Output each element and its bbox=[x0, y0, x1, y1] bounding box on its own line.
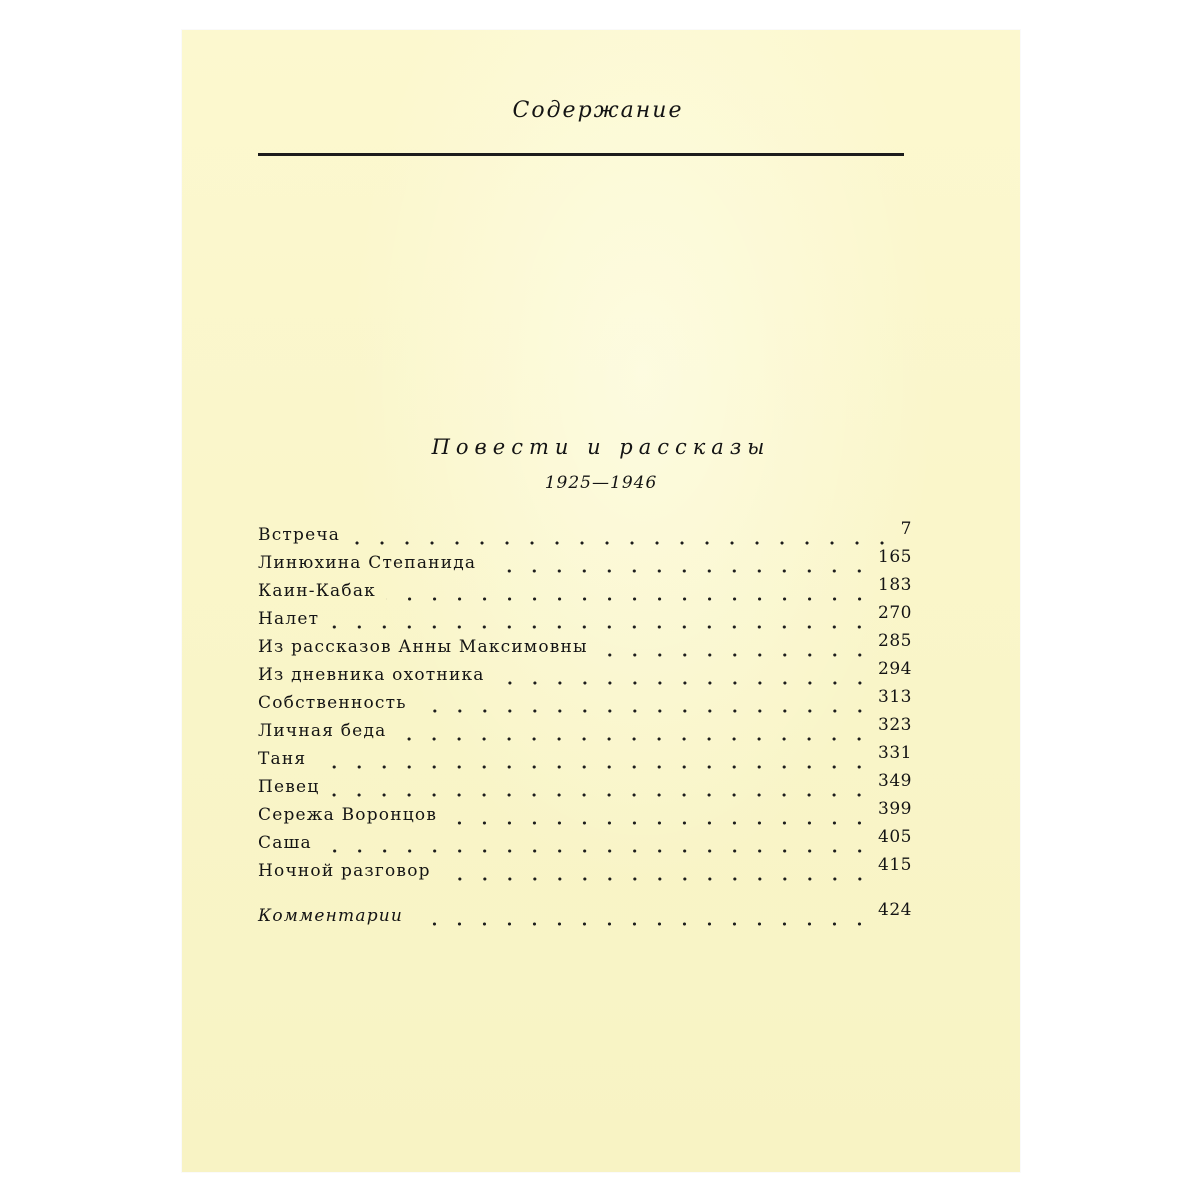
toc-entry-page: 313 bbox=[878, 687, 912, 707]
table-of-contents bbox=[258, 517, 912, 881]
toc-entry-title: Линюхина Степанида bbox=[258, 553, 477, 573]
toc-entry bbox=[258, 629, 912, 657]
toc-entry-title: Саша bbox=[258, 833, 312, 853]
toc-entry-page: 183 bbox=[878, 575, 912, 595]
toc-entry-page: 294 bbox=[878, 659, 912, 679]
toc-entry-title: Собственность bbox=[258, 693, 407, 713]
toc-entry-title: Налет bbox=[258, 609, 320, 629]
toc-leader-dots bbox=[413, 906, 872, 926]
header-rule bbox=[258, 153, 904, 156]
section-title: Повести и рассказы bbox=[431, 435, 771, 459]
toc-entry-title: Таня bbox=[258, 749, 307, 769]
toc-comments-entry bbox=[258, 898, 912, 926]
toc-entry-page: 331 bbox=[878, 743, 912, 763]
toc-entry bbox=[258, 601, 912, 629]
toc-leader-dots bbox=[329, 609, 872, 629]
toc-entry bbox=[258, 685, 912, 713]
toc-entry-title: Встреча bbox=[258, 525, 341, 545]
toc-leader-dots bbox=[396, 721, 872, 741]
toc-entry-title: Из дневника охотника bbox=[258, 665, 485, 685]
toc-leader-dots bbox=[598, 637, 872, 657]
running-head-text: Содержание bbox=[512, 98, 684, 123]
toc-comments-title: Комментарии bbox=[258, 906, 404, 926]
toc-leader-dots bbox=[329, 777, 872, 797]
toc-entry bbox=[258, 517, 912, 545]
toc-leader-dots bbox=[322, 833, 872, 853]
toc-entry-page: 270 bbox=[878, 603, 912, 623]
toc-entry bbox=[258, 573, 912, 601]
toc-entry-title: Певец bbox=[258, 777, 320, 797]
toc-entry-page: 323 bbox=[878, 715, 912, 735]
toc-entry-page: 7 bbox=[900, 519, 912, 539]
toc-entry-title: Каин-Кабак bbox=[258, 581, 376, 601]
toc-entry-title: Личная беда bbox=[258, 721, 387, 741]
toc-leader-dots bbox=[386, 581, 872, 601]
toc-entry bbox=[258, 545, 912, 573]
toc-leader-dots bbox=[486, 553, 872, 573]
toc-entry bbox=[258, 825, 912, 853]
toc-entry-title: Из рассказов Анны Максимовны bbox=[258, 637, 588, 657]
running-head bbox=[182, 98, 1020, 123]
toc-entry-title: Ночной разговор bbox=[258, 861, 431, 881]
toc-entry bbox=[258, 741, 912, 769]
toc-entry-page: 415 bbox=[878, 855, 912, 875]
toc-entry-page: 349 bbox=[878, 771, 912, 791]
toc-leader-dots bbox=[316, 749, 872, 769]
toc-leader-dots bbox=[441, 861, 872, 881]
toc-leader-dots bbox=[350, 525, 895, 545]
toc-leader-dots bbox=[495, 665, 872, 685]
toc-entry-title: Сережа Воронцов bbox=[258, 805, 438, 825]
toc-entry bbox=[258, 853, 912, 881]
toc-entry bbox=[258, 797, 912, 825]
toc-entry-page: 285 bbox=[878, 631, 912, 651]
section-years: 1925—1946 bbox=[544, 473, 658, 493]
toc-entry-page: 405 bbox=[878, 827, 912, 847]
toc-entry-page: 165 bbox=[878, 547, 912, 567]
book-page bbox=[182, 30, 1020, 1172]
toc-entry bbox=[258, 657, 912, 685]
toc-leader-dots bbox=[447, 805, 872, 825]
toc-entry bbox=[258, 713, 912, 741]
toc-leader-dots bbox=[417, 693, 872, 713]
toc-entry-page: 399 bbox=[878, 799, 912, 819]
toc-comments-page: 424 bbox=[878, 900, 912, 920]
toc-entry bbox=[258, 769, 912, 797]
